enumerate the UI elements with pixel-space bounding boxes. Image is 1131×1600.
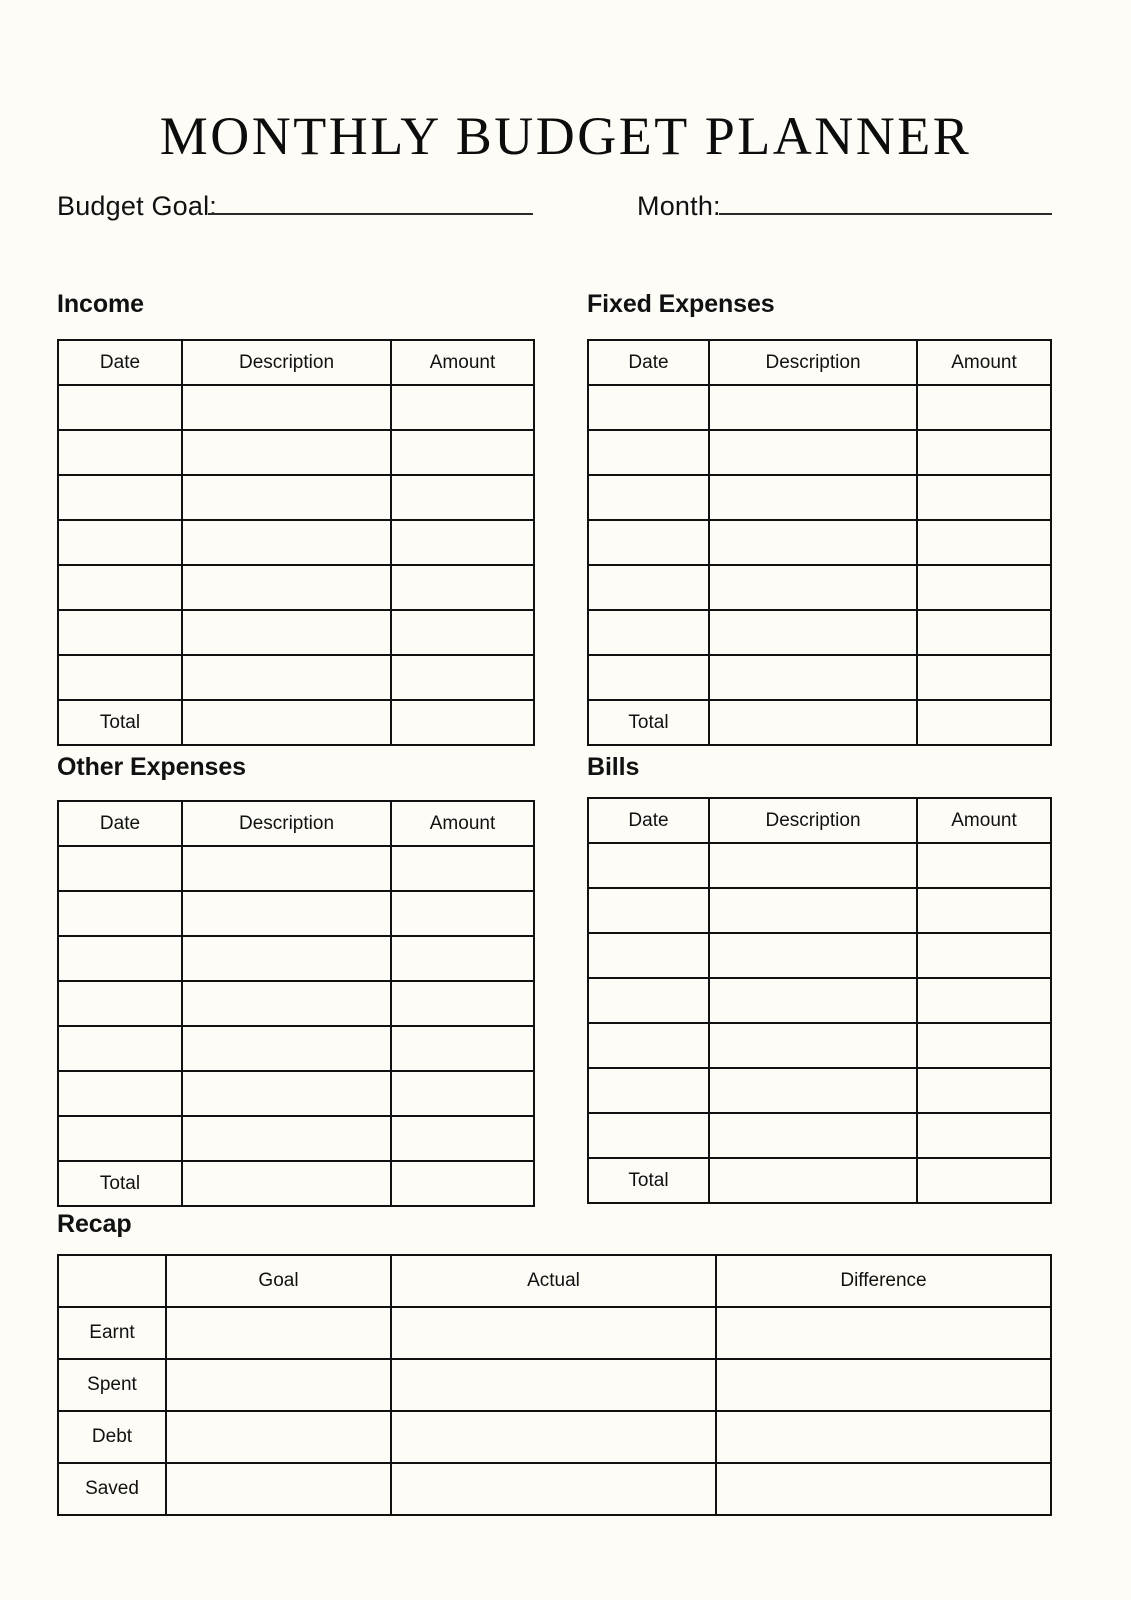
- section-heading-other-expenses: Other Expenses: [57, 753, 246, 781]
- table-row[interactable]: [588, 565, 1051, 610]
- cell-date[interactable]: [588, 1113, 709, 1158]
- recap-row-earnt[interactable]: [58, 1307, 1051, 1359]
- cell-description[interactable]: [182, 981, 391, 1026]
- table-row[interactable]: [588, 475, 1051, 520]
- table-row[interactable]: [588, 655, 1051, 700]
- total-description[interactable]: [709, 700, 917, 745]
- recap-header-row: [58, 1255, 1051, 1307]
- total-amount[interactable]: [917, 700, 1051, 745]
- cell-description[interactable]: [182, 1116, 391, 1161]
- table-row[interactable]: [58, 981, 534, 1026]
- cell-amount[interactable]: [391, 1071, 534, 1116]
- column-header-date: Date: [58, 801, 182, 846]
- table-row[interactable]: [588, 978, 1051, 1023]
- table-row[interactable]: [58, 1071, 534, 1116]
- table-row[interactable]: [588, 520, 1051, 565]
- cell-description[interactable]: [182, 655, 391, 700]
- cell-date[interactable]: [58, 610, 182, 655]
- cell-amount[interactable]: [391, 610, 534, 655]
- cell-date[interactable]: [588, 978, 709, 1023]
- cell-date[interactable]: [58, 846, 182, 891]
- table-row[interactable]: [588, 430, 1051, 475]
- table-row[interactable]: [588, 1113, 1051, 1158]
- section-heading-income: Income: [57, 290, 144, 318]
- cell-description[interactable]: [709, 565, 917, 610]
- cell-amount[interactable]: [391, 936, 534, 981]
- recap-cell-actual[interactable]: [391, 1463, 716, 1515]
- column-header-description: Description: [182, 801, 391, 846]
- table-total-row[interactable]: [58, 1161, 534, 1206]
- cell-description[interactable]: [182, 475, 391, 520]
- other-expenses-table: [57, 800, 535, 1207]
- month-field[interactable]: [637, 183, 1052, 222]
- total-description[interactable]: [709, 1158, 917, 1203]
- table-header-row: [588, 798, 1051, 843]
- recap-cell-goal[interactable]: [166, 1307, 391, 1359]
- cell-date[interactable]: [58, 891, 182, 936]
- cell-amount[interactable]: [917, 385, 1051, 430]
- cell-description[interactable]: [709, 385, 917, 430]
- table-row[interactable]: [58, 610, 534, 655]
- cell-amount[interactable]: [917, 475, 1051, 520]
- recap-row-label: Earnt: [58, 1307, 166, 1359]
- section-heading-fixed-expenses: Fixed Expenses: [587, 290, 775, 318]
- cell-date[interactable]: [58, 520, 182, 565]
- total-label: Total: [58, 1161, 182, 1206]
- table-header-row: [58, 801, 534, 846]
- cell-description[interactable]: [182, 1026, 391, 1071]
- recap-cell-difference[interactable]: [716, 1463, 1051, 1515]
- month-input[interactable]: [719, 183, 1052, 215]
- cell-amount[interactable]: [917, 1068, 1051, 1113]
- recap-column-header-goal: Goal: [166, 1255, 391, 1307]
- table-row[interactable]: [58, 430, 534, 475]
- recap-corner-cell: [58, 1255, 166, 1307]
- cell-description[interactable]: [182, 385, 391, 430]
- table-row[interactable]: [588, 610, 1051, 655]
- cell-amount[interactable]: [917, 843, 1051, 888]
- cell-date[interactable]: [58, 475, 182, 520]
- column-header-description: Description: [709, 798, 917, 843]
- cell-description[interactable]: [709, 430, 917, 475]
- cell-date[interactable]: [588, 385, 709, 430]
- total-amount[interactable]: [917, 1158, 1051, 1203]
- table-row[interactable]: [58, 891, 534, 936]
- column-header-date: Date: [58, 340, 182, 385]
- cell-description[interactable]: [182, 610, 391, 655]
- cell-amount[interactable]: [917, 655, 1051, 700]
- cell-date[interactable]: [588, 520, 709, 565]
- cell-description[interactable]: [182, 565, 391, 610]
- recap-column-header-difference: Difference: [716, 1255, 1051, 1307]
- column-header-date: Date: [588, 798, 709, 843]
- recap-row-saved[interactable]: [58, 1463, 1051, 1515]
- cell-description[interactable]: [709, 1023, 917, 1068]
- table-row[interactable]: [58, 475, 534, 520]
- recap-cell-difference[interactable]: [716, 1411, 1051, 1463]
- cell-amount[interactable]: [391, 385, 534, 430]
- table-row[interactable]: [58, 1026, 534, 1071]
- table-header-row: [588, 340, 1051, 385]
- recap-cell-goal[interactable]: [166, 1411, 391, 1463]
- section-heading-recap: Recap: [57, 1210, 132, 1238]
- table-row[interactable]: [58, 565, 534, 610]
- budget-goal-input[interactable]: [208, 183, 533, 215]
- recap-cell-difference[interactable]: [716, 1307, 1051, 1359]
- recap-cell-goal[interactable]: [166, 1359, 391, 1411]
- cell-description[interactable]: [182, 1071, 391, 1116]
- table-row[interactable]: [58, 936, 534, 981]
- table-row[interactable]: [588, 888, 1051, 933]
- cell-description[interactable]: [709, 933, 917, 978]
- cell-description[interactable]: [709, 655, 917, 700]
- cell-date[interactable]: [58, 1116, 182, 1161]
- cell-amount[interactable]: [917, 888, 1051, 933]
- cell-amount[interactable]: [917, 565, 1051, 610]
- table-total-row[interactable]: [588, 1158, 1051, 1203]
- cell-amount[interactable]: [917, 1023, 1051, 1068]
- column-header-amount: Amount: [391, 340, 534, 385]
- table-header-row: [58, 340, 534, 385]
- cell-amount[interactable]: [391, 1026, 534, 1071]
- recap-row-label: Debt: [58, 1411, 166, 1463]
- fixed-expenses-table: [587, 339, 1052, 746]
- total-label: Total: [588, 1158, 709, 1203]
- recap-column-header-actual: Actual: [391, 1255, 716, 1307]
- cell-description[interactable]: [182, 936, 391, 981]
- cell-date[interactable]: [58, 430, 182, 475]
- section-heading-bills: Bills: [587, 753, 640, 781]
- table-row[interactable]: [588, 1023, 1051, 1068]
- cell-date[interactable]: [58, 385, 182, 430]
- cell-date[interactable]: [58, 981, 182, 1026]
- column-header-description: Description: [709, 340, 917, 385]
- cell-amount[interactable]: [391, 1116, 534, 1161]
- month-label: Month:: [637, 191, 721, 221]
- cell-date[interactable]: [588, 843, 709, 888]
- recap-cell-difference[interactable]: [716, 1359, 1051, 1411]
- total-label: Total: [58, 700, 182, 745]
- cell-description[interactable]: [709, 610, 917, 655]
- cell-date[interactable]: [588, 933, 709, 978]
- recap-cell-actual[interactable]: [391, 1359, 716, 1411]
- recap-row-label: Spent: [58, 1359, 166, 1411]
- total-description[interactable]: [182, 1161, 391, 1206]
- recap-row-label: Saved: [58, 1463, 166, 1515]
- recap-cell-goal[interactable]: [166, 1463, 391, 1515]
- cell-date[interactable]: [588, 565, 709, 610]
- cell-date[interactable]: [58, 655, 182, 700]
- cell-description[interactable]: [182, 891, 391, 936]
- cell-date[interactable]: [58, 1026, 182, 1071]
- cell-date[interactable]: [588, 475, 709, 520]
- table-row[interactable]: [58, 655, 534, 700]
- cell-date[interactable]: [588, 610, 709, 655]
- cell-amount[interactable]: [391, 520, 534, 565]
- cell-amount[interactable]: [391, 430, 534, 475]
- column-header-amount: Amount: [917, 340, 1051, 385]
- column-header-amount: Amount: [391, 801, 534, 846]
- table-row[interactable]: [58, 1116, 534, 1161]
- table-total-row[interactable]: [588, 700, 1051, 745]
- column-header-amount: Amount: [917, 798, 1051, 843]
- table-row[interactable]: [588, 385, 1051, 430]
- cell-description[interactable]: [709, 843, 917, 888]
- cell-description[interactable]: [182, 430, 391, 475]
- table-row[interactable]: [58, 520, 534, 565]
- budget-goal-field[interactable]: [57, 183, 533, 222]
- cell-date[interactable]: [588, 1068, 709, 1113]
- table-row[interactable]: [58, 385, 534, 430]
- cell-description[interactable]: [709, 888, 917, 933]
- cell-amount[interactable]: [391, 655, 534, 700]
- recap-table: [57, 1254, 1052, 1516]
- bills-table: [587, 797, 1052, 1204]
- cell-amount[interactable]: [391, 475, 534, 520]
- cell-description[interactable]: [709, 475, 917, 520]
- table-row[interactable]: [588, 933, 1051, 978]
- cell-amount[interactable]: [917, 430, 1051, 475]
- cell-date[interactable]: [58, 565, 182, 610]
- cell-date[interactable]: [58, 1071, 182, 1116]
- table-row[interactable]: [58, 846, 534, 891]
- cell-description[interactable]: [709, 1068, 917, 1113]
- cell-description[interactable]: [709, 520, 917, 565]
- column-header-date: Date: [588, 340, 709, 385]
- table-row[interactable]: [588, 1068, 1051, 1113]
- table-row[interactable]: [588, 843, 1051, 888]
- cell-date[interactable]: [588, 430, 709, 475]
- cell-date[interactable]: [588, 655, 709, 700]
- cell-description[interactable]: [182, 846, 391, 891]
- cell-description[interactable]: [709, 978, 917, 1023]
- cell-amount[interactable]: [917, 978, 1051, 1023]
- cell-amount[interactable]: [391, 891, 534, 936]
- income-table: [57, 339, 535, 746]
- page-title: MONTHLY BUDGET PLANNER: [159, 106, 972, 167]
- cell-description[interactable]: [709, 1113, 917, 1158]
- column-header-description: Description: [182, 340, 391, 385]
- recap-row-spent[interactable]: [58, 1359, 1051, 1411]
- cell-amount[interactable]: [917, 520, 1051, 565]
- cell-amount[interactable]: [917, 933, 1051, 978]
- table-total-row[interactable]: [58, 700, 534, 745]
- budget-goal-label: Budget Goal:: [57, 191, 218, 221]
- total-amount[interactable]: [391, 1161, 534, 1206]
- recap-cell-actual[interactable]: [391, 1307, 716, 1359]
- cell-amount[interactable]: [917, 1113, 1051, 1158]
- cell-description[interactable]: [182, 520, 391, 565]
- cell-amount[interactable]: [391, 846, 534, 891]
- total-amount[interactable]: [391, 700, 534, 745]
- cell-amount[interactable]: [391, 565, 534, 610]
- cell-date[interactable]: [588, 888, 709, 933]
- cell-amount[interactable]: [917, 610, 1051, 655]
- total-label: Total: [588, 700, 709, 745]
- cell-date[interactable]: [58, 936, 182, 981]
- recap-row-debt[interactable]: [58, 1411, 1051, 1463]
- cell-amount[interactable]: [391, 981, 534, 1026]
- recap-cell-actual[interactable]: [391, 1411, 716, 1463]
- cell-date[interactable]: [588, 1023, 709, 1068]
- total-description[interactable]: [182, 700, 391, 745]
